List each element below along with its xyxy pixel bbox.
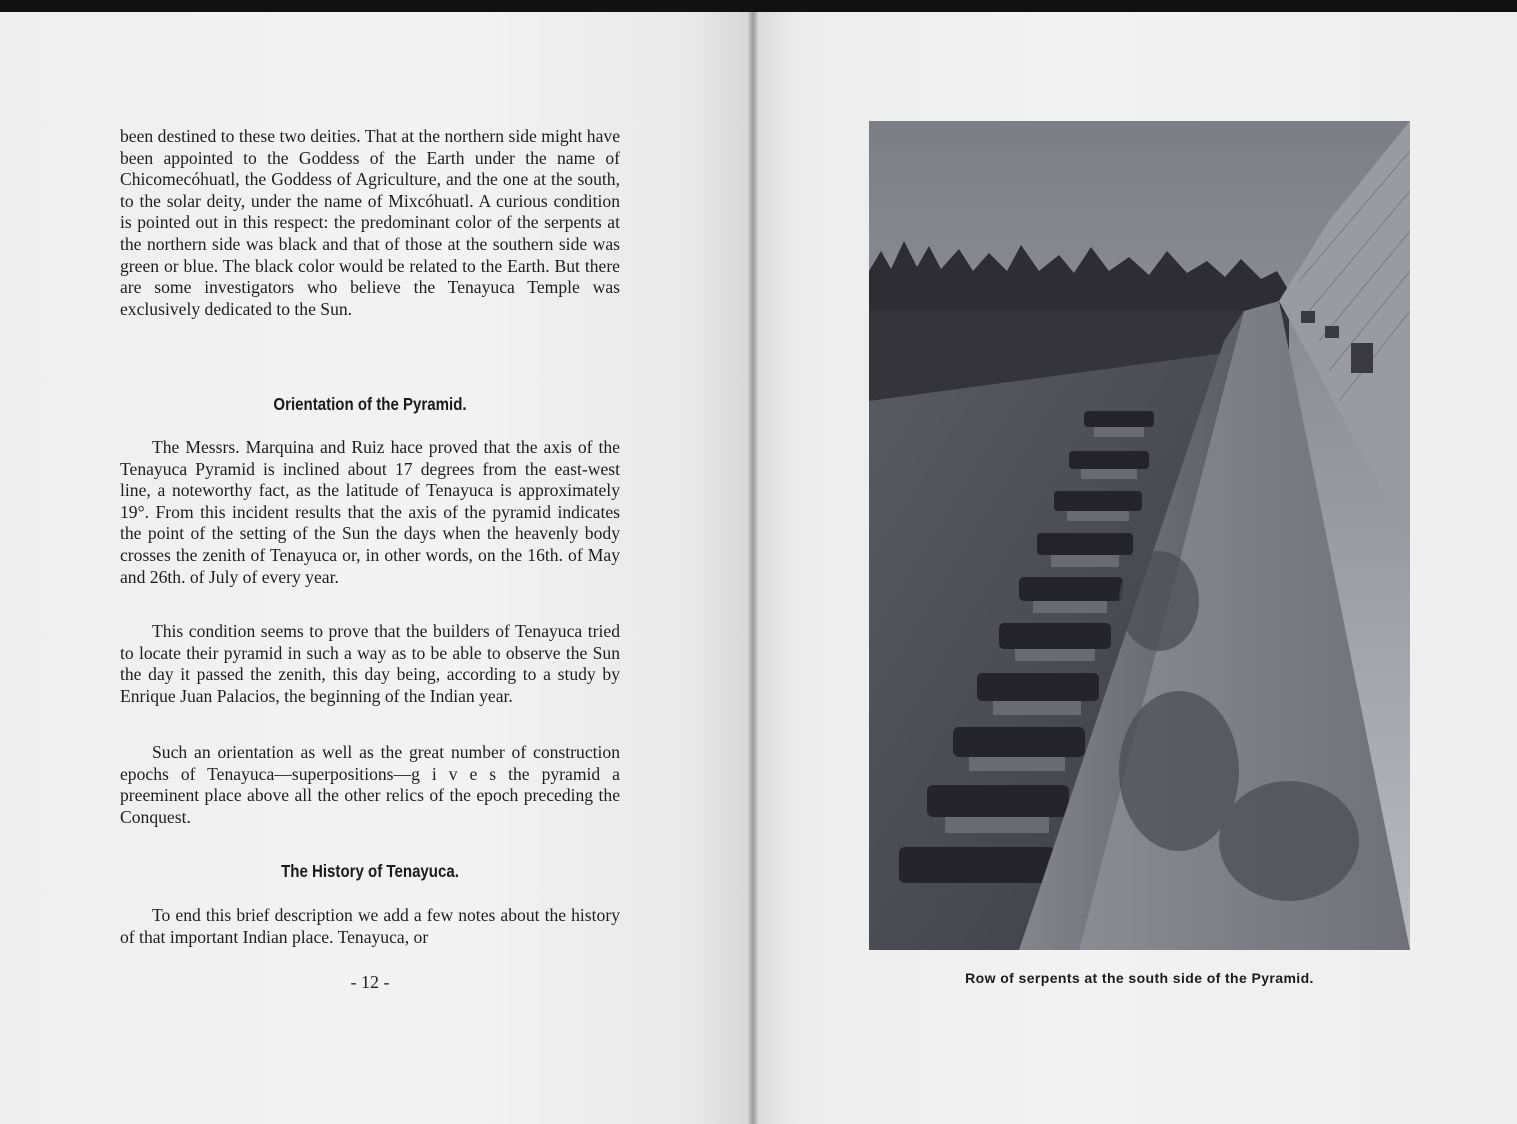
paragraph-epochs — [120, 742, 620, 828]
serpent-row-photograph — [869, 121, 1410, 950]
paragraph-text: been destined to these two deities. That at the northern side might have been appointed to the Goddess of the Earth under the name of Chicomecóhuatl, the Goddess of Agriculture, and the one at the south, to the solar deity, under the name of Mixcóhuatl. A curious condition is pointed out in this respect: the predominant color of the serpents at the northern side was black and that of those at the southern side was green or blue. The black color would be related to the Earth. But there are some investigators who believe the Tenayuca Temple was exclusively dedicated to the Sun. — [120, 126, 620, 319]
page-number: - 12 - — [350, 972, 390, 992]
paragraph-text: Such an orientation as well as the great number of construction epochs of Tenayuca—superpositions—g i v e s the pyramid a preeminent place above all the other relics of the epoch preceding the Conquest. — [120, 742, 620, 827]
section-heading-history: The History of Tenayuca. — [281, 861, 459, 881]
paragraph-builders — [120, 621, 620, 707]
paragraph-history — [120, 905, 620, 948]
paragraph-deities — [120, 126, 620, 320]
photo-illustration — [869, 121, 1410, 950]
paragraph-text: The Messrs. Marquina and Ruiz hace proved that the axis of the Tenayuca Pyramid is inclined about 17 degrees from the east-west line, a noteworthy fact, as the latitude of Tenayuca is approximately 19°. From this incident results that the axis of the pyramid indicates the point of the setting of the Sun the days when the heavenly body crosses the zenith of Tenayuca or, in other words, on the 16th. of May and 26th. of July of every year. — [120, 437, 620, 587]
paragraph-text: To end this brief description we add a few notes about the history of that important Indian place. Tenayuca, or — [120, 905, 620, 947]
photo-caption: Row of serpents at the south side of the Pyramid. — [965, 970, 1314, 986]
paragraph-orientation — [120, 437, 620, 588]
paragraph-text: This condition seems to prove that the builders of Tenayuca tried to locate their pyramid in such a way as to be able to observe the Sun the day it passed the zenith, this day being, according to a study by Enrique Juan Palacios, the beginning of the Indian year. — [120, 621, 620, 706]
book-gutter — [748, 12, 758, 1124]
section-heading-orientation: Orientation of the Pyramid. — [273, 394, 467, 414]
